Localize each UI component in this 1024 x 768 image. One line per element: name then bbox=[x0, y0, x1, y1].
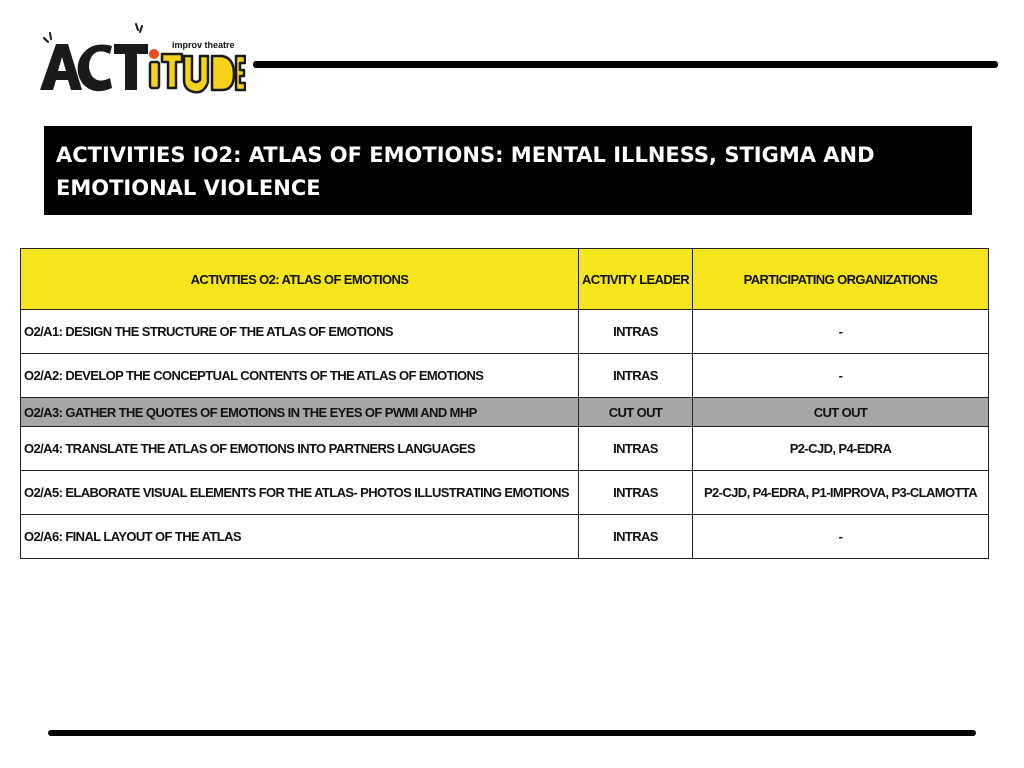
orgs-cell: P2-CJD, P4-EDRA bbox=[693, 427, 989, 471]
orgs-cell: - bbox=[693, 310, 989, 354]
actitude-logo bbox=[36, 20, 246, 102]
header-activities: ACTIVITIES O2: ATLAS OF EMOTIONS bbox=[21, 249, 579, 310]
logo-itude-letters bbox=[150, 54, 245, 92]
bottom-divider bbox=[48, 730, 976, 736]
header-activity-leader: ACTIVITY LEADER bbox=[579, 249, 693, 310]
orgs-cell: P2-CJD, P4-EDRA, P1-IMPROVA, P3-CLAMOTTA bbox=[693, 471, 989, 515]
logo-act-letters bbox=[40, 44, 148, 91]
leader-cell: CUT OUT bbox=[579, 398, 693, 427]
activity-cell: O2/A6: FINAL LAYOUT OF THE ATLAS bbox=[21, 515, 579, 559]
table-row-highlighted bbox=[21, 398, 989, 427]
header-participating-organizations: PARTICIPATING ORGANIZATIONS bbox=[693, 249, 989, 310]
table-row bbox=[21, 310, 989, 354]
orgs-cell: CUT OUT bbox=[693, 398, 989, 427]
logo-tagline: improv theatre bbox=[172, 40, 235, 50]
activity-cell: O2/A2: DEVELOP THE CONCEPTUAL CONTENTS OF THE ATLAS OF EMOTIONS bbox=[21, 354, 579, 398]
activity-cell: O2/A4: TRANSLATE THE ATLAS OF EMOTIONS INTO PARTNERS LANGUAGES bbox=[21, 427, 579, 471]
activity-cell: O2/A3: GATHER THE QUOTES OF EMOTIONS IN THE EYES OF PWMI AND MHP bbox=[21, 398, 579, 427]
orgs-cell: - bbox=[693, 515, 989, 559]
leader-cell: INTRAS bbox=[579, 471, 693, 515]
logo-burst-icon bbox=[44, 24, 142, 42]
table-row bbox=[21, 471, 989, 515]
page-title: ACTIVITIES IO2: ATLAS OF EMOTIONS: MENTAL ILLNESS, STIGMA AND EMOTIONAL VIOLENCE bbox=[44, 126, 972, 215]
actitude-logo-graphic bbox=[36, 20, 246, 102]
table-row bbox=[21, 515, 989, 559]
logo-i-dot-icon bbox=[149, 49, 159, 59]
leader-cell: INTRAS bbox=[579, 310, 693, 354]
activities-table bbox=[20, 248, 989, 559]
activity-cell: O2/A5: ELABORATE VISUAL ELEMENTS FOR THE ATLAS- PHOTOS ILLUSTRATING EMOTIONS bbox=[21, 471, 579, 515]
leader-cell: INTRAS bbox=[579, 354, 693, 398]
orgs-cell: - bbox=[693, 354, 989, 398]
table-header-row bbox=[21, 249, 989, 310]
leader-cell: INTRAS bbox=[579, 427, 693, 471]
top-divider bbox=[253, 61, 998, 68]
table-row bbox=[21, 354, 989, 398]
table-row bbox=[21, 427, 989, 471]
activity-cell: O2/A1: DESIGN THE STRUCTURE OF THE ATLAS OF EMOTIONS bbox=[21, 310, 579, 354]
leader-cell: INTRAS bbox=[579, 515, 693, 559]
